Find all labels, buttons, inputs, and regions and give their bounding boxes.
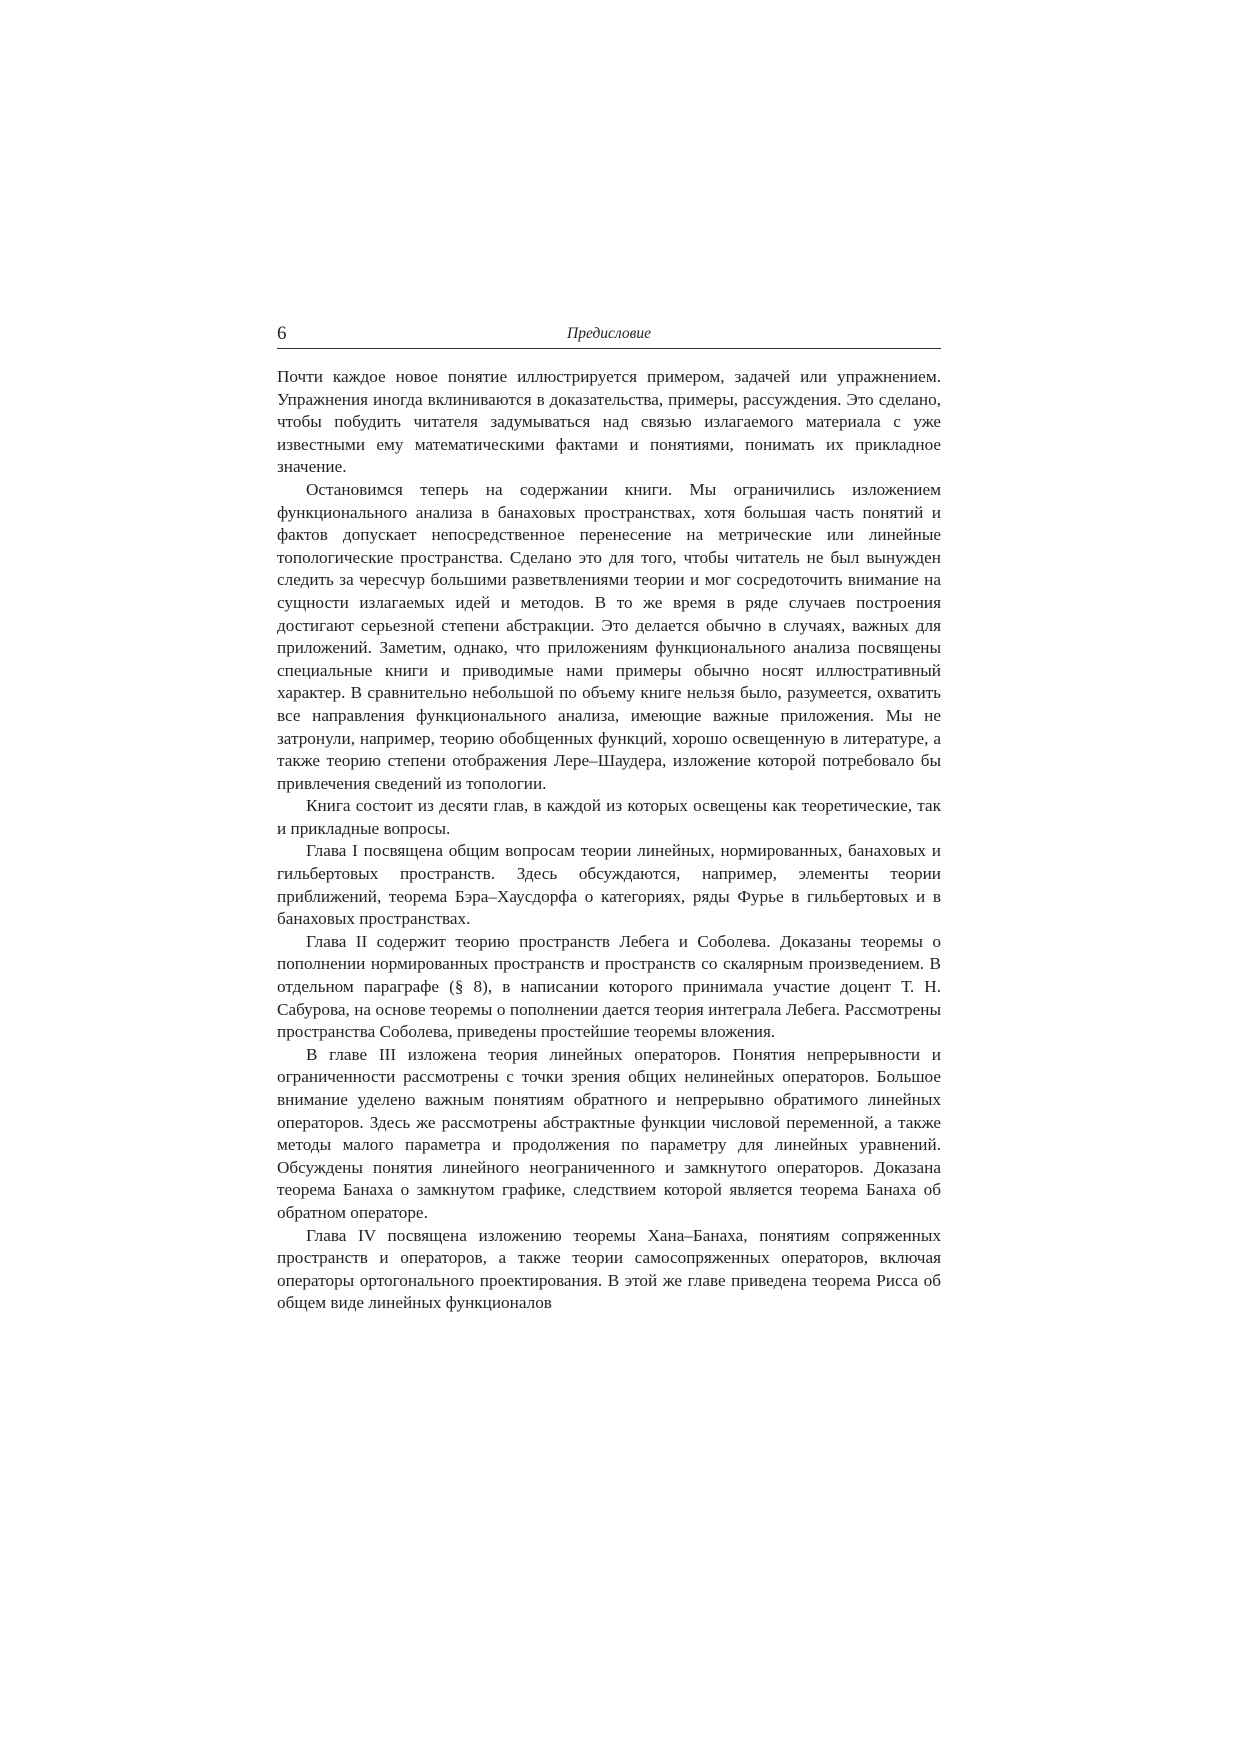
body-text <box>277 366 941 1315</box>
paragraph-book-contents: Остановимся теперь на содержании книги. Мы ограничились изложением функционального анализа в банаховых пространствах, хотя большая часть понятий и фактов допускает непосредственное перенесение на метрические или линейные топологические пространства. Сделано это для того, чтобы читатель не был вынужден следить за чересчур большими разветвлениями теории и мог сосредоточить внимание на сущности излагаемых идей и методов. В то же время в ряде случаев построения достигают серьезной степени абстракции. Это делается обычно в случаях, важных для приложений. Заметим, однако, что приложениям функционального анализа посвящены специальные книги и приводимые нами примеры обычно носят иллюстративный характер. В сравнительно небольшой по объему книге нельзя было, разумеется, охватить все направления функционального анализа, имеющие важные приложения. Мы не затронули, например, теорию обобщенных функций, хорошо освещенную в литературе, а также теорию степени отображения Лере–Шаудера, изложение которой потребовало бы привлечения сведений из топологии. <box>277 479 941 793</box>
page-number: 6 <box>277 323 287 344</box>
paragraph-ten-chapters: Книга состоит из десяти глав, в каждой из которых освещены как теоретические, так и прикладные вопросы. <box>277 796 941 838</box>
running-title: Предисловие <box>567 325 651 342</box>
running-header <box>277 322 941 349</box>
paragraph-chapter-3: В главе III изложена теория линейных операторов. Понятия непрерывности и ограниченности рассмотрены с точки зрения общих нелинейных операторов. Большое внимание уделено важным понятиям обратного и непрерывно обратимого линейных операторов. Здесь же рассмотрены абстрактные функции числовой переменной, а также методы малого параметра и продолжения по параметру для линейных уравнений. Обсуждены понятия линейного неограниченного и замкнутого операторов. Доказана теорема Банаха о замкнутом графике, следствием которой является теорема Банаха об обратном операторе. <box>277 1044 941 1222</box>
paragraph-chapter-4: Глава IV посвящена изложению теоремы Хана–Банаха, понятиям сопряженных пространств и операторов, а также теории самосопряженных операторов, включая операторы ортогонального проектирования. В этой же главе приведена теорема Рисса об общем виде линейных функционалов <box>277 1225 941 1313</box>
paragraph-intro: Почти каждое новое понятие иллюстрируется примером, задачей или упражнением. Упражнения иногда вклиниваются в доказательства, примеры, рассуждения. Это сделано, чтобы побудить читателя задумываться над связью излагаемого материала с уже известными ему математическими фактами и понятиями, понимать их прикладное значение. <box>277 367 941 477</box>
paragraph-chapter-2: Глава II содержит теорию пространств Лебега и Соболева. Доказаны теоремы о пополнении нормированных пространств и пространств со скалярным произведением. В отдельном параграфе (§ 8), в написании которого принимала участие доцент Т. Н. Сабурова, на основе теоремы о пополнении дается теория интеграла Лебега. Рассмотрены пространства Соболева, приведены простейшие теоремы вложения. <box>277 931 941 1042</box>
paragraph-chapter-1: Глава I посвящена общим вопросам теории линейных, нормированных, банаховых и гильбертовых пространств. Здесь обсуждаются, например, элементы теории приближений, теорема Бэра–Хаусдорфа о категориях, ряды Фурье в гильбертовых и в банаховых пространствах. <box>277 841 941 929</box>
book-page <box>277 322 941 1315</box>
